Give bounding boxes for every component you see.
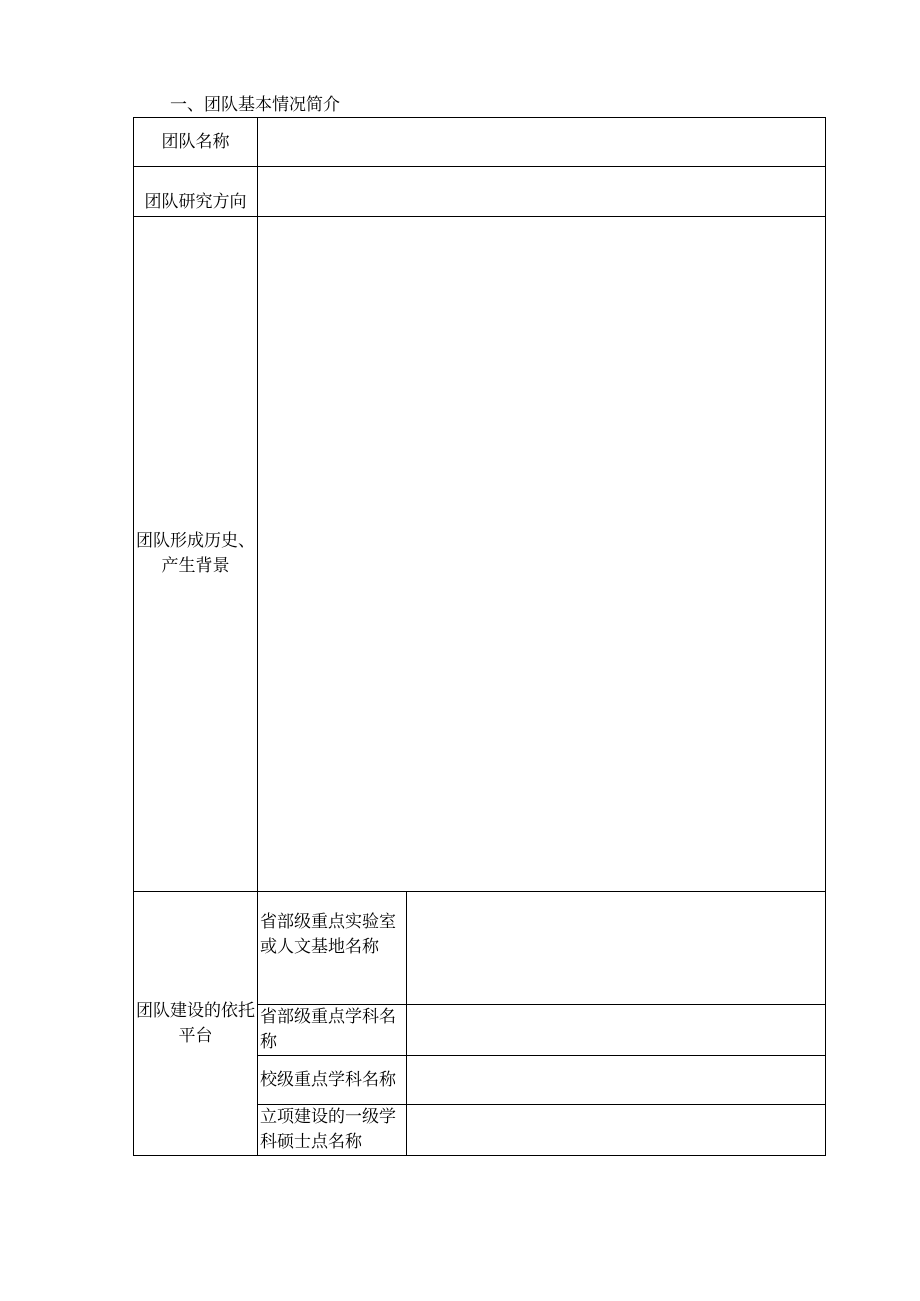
team-name-row bbox=[134, 118, 826, 167]
platform-label: 团队建设的依托平台 bbox=[134, 892, 258, 1156]
platform-row-lab bbox=[134, 892, 826, 1005]
research-direction-label: 团队研究方向 bbox=[134, 167, 258, 217]
team-name-value[interactable] bbox=[258, 118, 826, 167]
school-discipline-value[interactable] bbox=[407, 1056, 826, 1105]
history-label: 团队形成历史、产生背景 bbox=[134, 217, 258, 892]
platform-lab-label: 省部级重点实验室或人文基地名称 bbox=[258, 892, 407, 1005]
team-info-table bbox=[133, 117, 826, 1156]
platform-lab-value[interactable] bbox=[407, 892, 826, 1005]
research-direction-row bbox=[134, 167, 826, 217]
provincial-discipline-value[interactable] bbox=[407, 1005, 826, 1056]
masters-program-value[interactable] bbox=[407, 1105, 826, 1156]
school-discipline-label: 校级重点学科名称 bbox=[258, 1056, 407, 1105]
section-heading: 一、团队基本情况简介 bbox=[170, 95, 340, 115]
team-name-label: 团队名称 bbox=[134, 118, 258, 167]
history-value[interactable] bbox=[258, 217, 826, 892]
masters-program-label: 立项建设的一级学科硕士点名称 bbox=[258, 1105, 407, 1156]
provincial-discipline-label: 省部级重点学科名称 bbox=[258, 1005, 407, 1056]
history-row bbox=[134, 217, 826, 892]
research-direction-value[interactable] bbox=[258, 167, 826, 217]
